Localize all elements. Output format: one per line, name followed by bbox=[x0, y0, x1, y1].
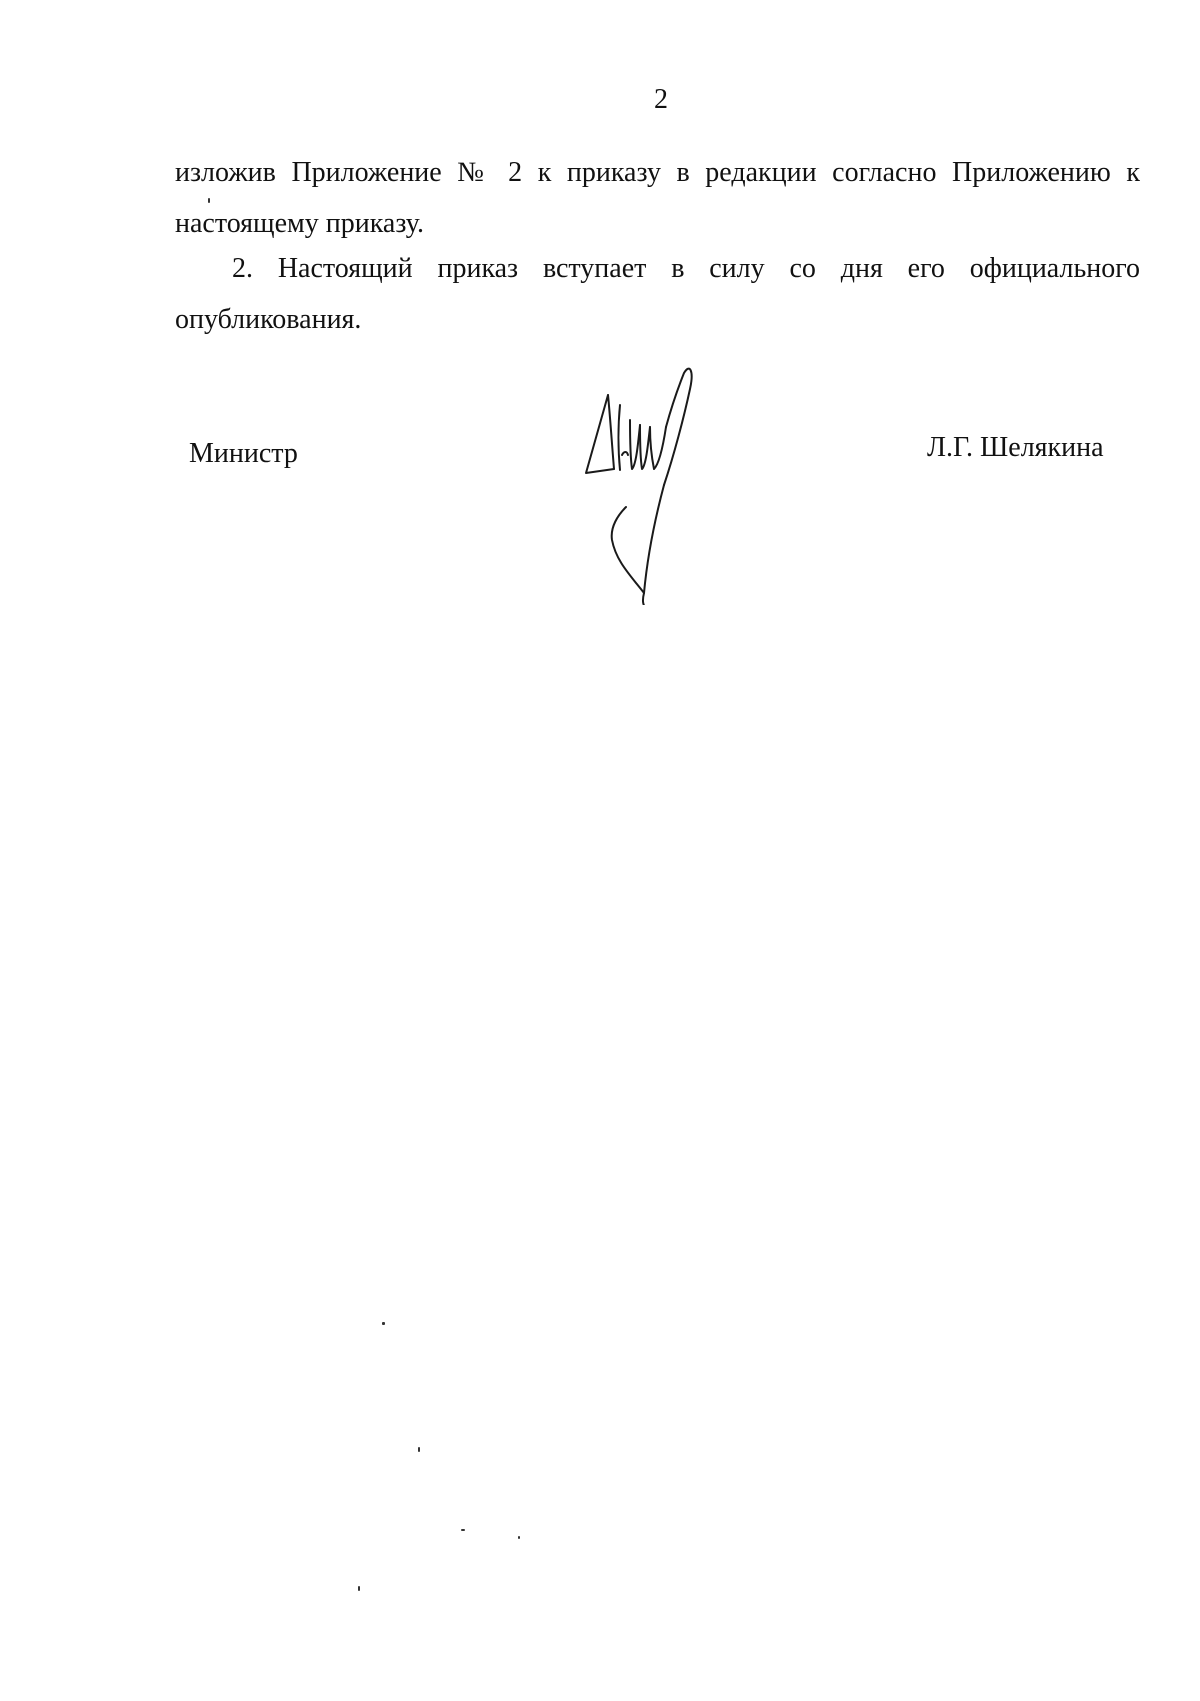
scan-speck bbox=[382, 1322, 385, 1325]
scan-speck bbox=[208, 198, 210, 203]
paragraph-1-line-2: настоящему приказу. bbox=[175, 208, 425, 239]
paragraph-2-line-1: 2. Настоящий приказ вступает в силу со дня его официального bbox=[232, 253, 1140, 284]
scan-speck bbox=[518, 1536, 520, 1539]
page-number: 2 bbox=[654, 84, 668, 115]
signature-position-title: Министр bbox=[189, 438, 298, 469]
paragraph-1-line-1: изложив Приложение № 2 к приказу в редакции согласно Приложению к bbox=[175, 157, 1140, 188]
paragraph-2-line-2: опубликования. bbox=[175, 304, 362, 335]
scan-speck bbox=[418, 1447, 420, 1452]
handwritten-signature bbox=[580, 365, 720, 605]
signer-name: Л.Г. Шелякина bbox=[927, 432, 1104, 463]
scan-speck bbox=[358, 1586, 360, 1591]
scan-speck bbox=[461, 1529, 465, 1531]
